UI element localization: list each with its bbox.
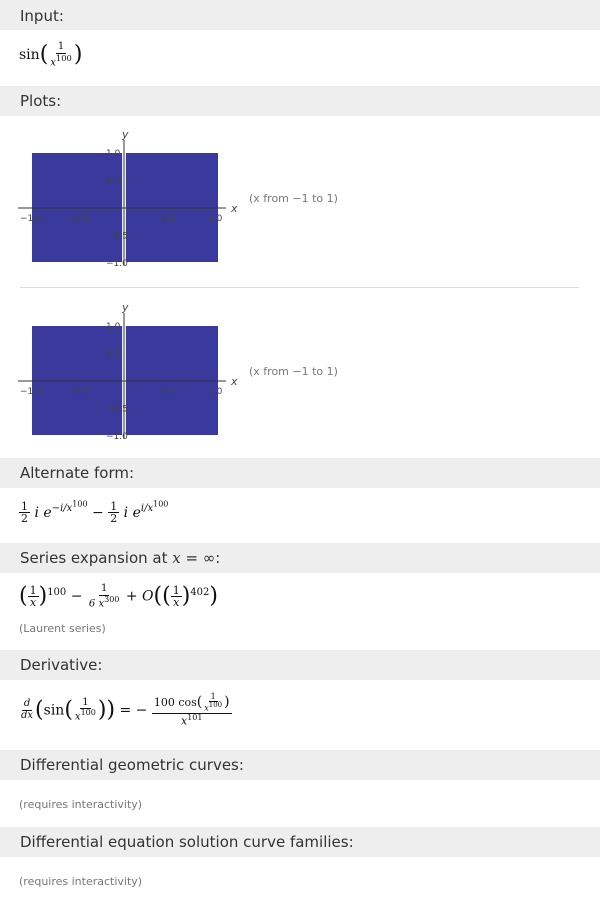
plot-2-x-tick-label: −0.5 (67, 387, 89, 397)
plots-divider (20, 287, 579, 288)
alternate-form-pod-title: Alternate form: (20, 464, 135, 482)
derivative-expression: $\frac{d}{dx}$ (sin( $\frac{1}{x^{100}}$ )) = − 100 cos( $\frac{1}{x^{100}}$ ) $x^{101}$ (21, 692, 230, 729)
derivative-pod-title: Derivative: (20, 656, 103, 674)
plot-2-y-tick-label: 0.5 (106, 349, 121, 360)
plot-1-y-label: y (122, 128, 129, 141)
diff-eq-pod-title: Differential equation solution curve families: (20, 833, 354, 851)
plots-pod-header (0, 86, 600, 116)
plot-1 (10, 122, 250, 272)
series-pod-header: Series expansion at x = ∞: (0, 543, 600, 573)
alternate-form-expression: $\frac{1}{2}$ i $e^{-i/x^{100}}$ − $\frac{1}{2}$ i $e^{i/x^{100}}$ (21, 499, 169, 526)
input-pod-header (0, 0, 600, 30)
plot-2 (10, 295, 250, 445)
plot-1-x-tick-label: −0.5 (67, 214, 89, 224)
plot-1-y-tick-label: −0.5 (106, 231, 128, 242)
plot-2-y-label: y (122, 301, 129, 314)
plot-2-y-tick-label: −0.5 (106, 404, 128, 415)
diff-eq-pod-header (0, 827, 600, 857)
plot-1-y-tick-label: 0.5 (106, 176, 121, 187)
plot-2-x-tick-label: 1.0 (208, 387, 223, 397)
diff-geo-pod-title: Differential geometric curves: (20, 756, 244, 774)
plot-1-x-tick-label: −1.0 (20, 214, 42, 224)
plot-2-x-tick-label: −1.0 (20, 387, 42, 397)
alternate-form-pod-header (0, 458, 600, 488)
plot-2-y-tick-label: −1.0 (106, 432, 128, 442)
derivative-pod-header (0, 650, 600, 680)
plot-2-x-tick-label: 0.5 (161, 387, 176, 397)
diff-eq-note: (requires interactivity) (19, 875, 143, 888)
plot-1-x-label: x (231, 202, 238, 215)
series-expression: ( $\frac{1}{x}$ )$^{100}$ − $\frac{1}{6 x^{300}}$ + O(( $\frac{1}{x}$ )$^{402}$) (19, 583, 218, 610)
plot-2-x-label: x (231, 375, 238, 388)
input-expression: sin( $\frac{1}{x^{100}}$ ) (19, 41, 83, 68)
plot-1-x-tick-label: 0.5 (161, 214, 176, 224)
plot-1-x-tick-label: 1.0 (208, 214, 223, 224)
plot-1-range-note: (x from −1 to 1) (249, 192, 338, 205)
plots-pod-title: Plots: (20, 92, 62, 110)
series-note: (Laurent series) (19, 622, 106, 635)
input-pod-title: Input: (20, 7, 64, 25)
diff-geo-note: (requires interactivity) (19, 798, 143, 811)
plot-2-y-tick-label: 1.0 (106, 322, 121, 332)
plot-1-y-tick-label: −1.0 (106, 259, 128, 269)
diff-geo-pod-header (0, 750, 600, 780)
plot-1-y-tick-label: 1.0 (106, 149, 121, 159)
plot-2-range-note: (x from −1 to 1) (249, 365, 338, 378)
